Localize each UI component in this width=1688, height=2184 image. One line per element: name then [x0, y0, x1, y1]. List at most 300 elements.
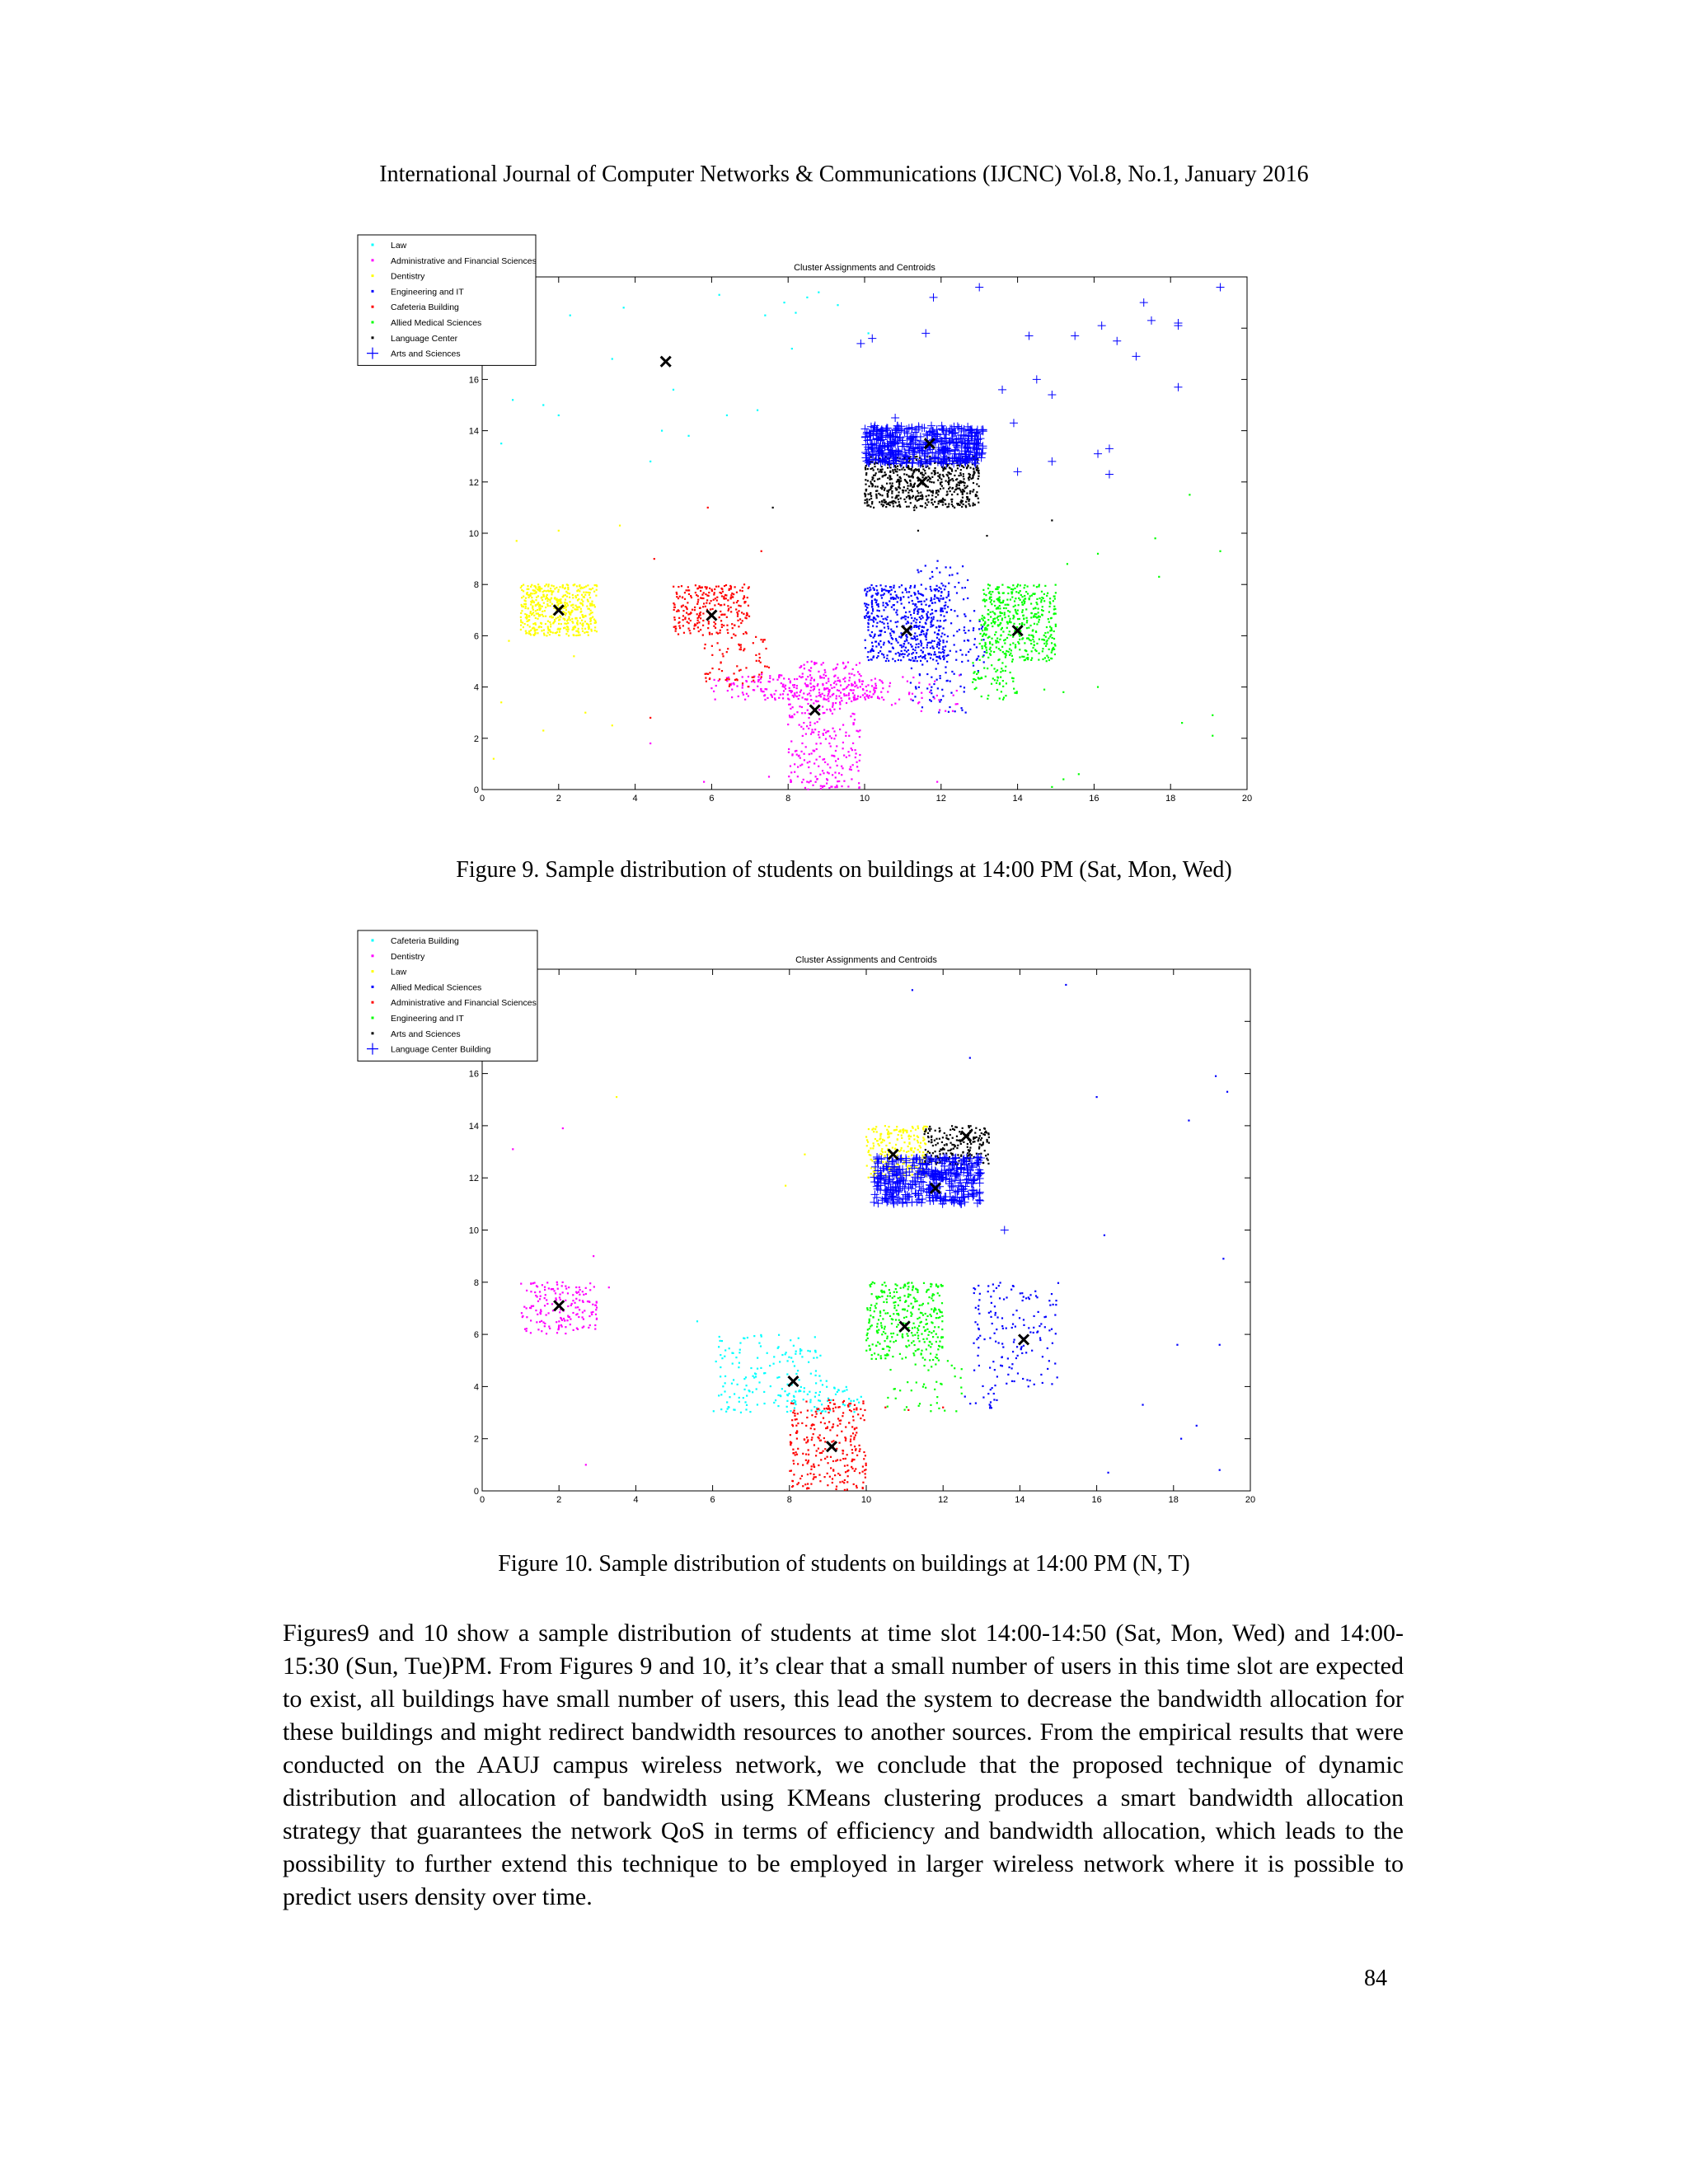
data-point: [881, 500, 883, 502]
centroid-marker: [661, 357, 671, 367]
data-point: [845, 1471, 846, 1473]
data-point: [921, 593, 922, 595]
data-point: [805, 733, 807, 734]
data-point: [1155, 537, 1156, 539]
data-point: [870, 498, 872, 499]
data-point: [903, 656, 904, 658]
data-point: [537, 1301, 539, 1302]
data-point: [945, 672, 946, 673]
data-point: [814, 663, 815, 665]
data-point: [796, 691, 798, 693]
data-point: [858, 787, 860, 789]
data-point: [720, 604, 721, 606]
data-point: [918, 643, 920, 644]
data-point: [878, 493, 879, 494]
data-point: [1009, 654, 1010, 656]
data-point: [1051, 519, 1053, 521]
data-point: [721, 624, 723, 626]
data-point: [853, 1483, 855, 1485]
data-point: [1006, 627, 1008, 629]
data-point: [540, 605, 542, 607]
data-point: [587, 608, 588, 610]
data-point: [534, 1291, 536, 1293]
data-point: [906, 506, 907, 508]
data-point: [1078, 773, 1080, 775]
data-point: [1002, 600, 1004, 602]
data-point: [956, 503, 958, 504]
data-point: [757, 1368, 758, 1370]
data-point: [1042, 1356, 1043, 1357]
data-point: [916, 652, 917, 654]
data-point: [801, 1475, 803, 1477]
data-point: [1008, 621, 1010, 623]
data-point: [1031, 612, 1033, 614]
data-point: [526, 1316, 528, 1318]
data-point: [835, 702, 837, 704]
data-point: [556, 1321, 557, 1323]
data-point: [987, 609, 989, 611]
data-point: [931, 640, 933, 642]
data-point: [931, 499, 933, 500]
data-point: [535, 617, 537, 619]
data-point: [1226, 1091, 1228, 1093]
data-point: [899, 1131, 901, 1132]
data-point: [803, 1390, 804, 1392]
data-point: [884, 1140, 885, 1141]
data-point: [865, 647, 866, 649]
data-point: [917, 499, 919, 501]
data-point: [999, 624, 1001, 626]
x-tick-label: 14: [1015, 1495, 1025, 1505]
y-tick-label: 16: [468, 1069, 479, 1080]
data-point: [936, 506, 938, 508]
data-point: [877, 1143, 879, 1145]
data-point: [796, 754, 798, 756]
data-point: [586, 631, 588, 633]
data-point: [842, 748, 844, 749]
data-point: [927, 476, 929, 477]
data-point: [861, 424, 870, 433]
y-tick-label: 6: [473, 631, 479, 642]
data-point: [782, 697, 784, 699]
data-point: [1028, 635, 1029, 636]
data-point: [907, 488, 908, 490]
legend-label: Cafeteria Building: [391, 302, 459, 313]
data-point: [917, 1126, 919, 1127]
data-point: [576, 590, 578, 592]
data-point: [684, 618, 686, 620]
data-point: [688, 622, 690, 624]
data-point: [579, 622, 581, 624]
data-point: [760, 1367, 762, 1369]
data-point: [734, 635, 736, 636]
data-point: [942, 649, 944, 650]
data-point: [906, 634, 907, 635]
data-point: [738, 1352, 740, 1353]
data-point: [536, 597, 537, 598]
data-point: [795, 750, 796, 752]
data-point: [877, 616, 879, 617]
data-point: [938, 651, 940, 653]
data-point: [879, 634, 881, 635]
data-point: [810, 1427, 812, 1429]
data-point: [1005, 654, 1006, 656]
data-point: [797, 776, 799, 777]
data-point: [707, 507, 709, 509]
data-point: [936, 781, 938, 783]
data-point: [736, 685, 738, 687]
data-point: [925, 588, 926, 589]
data-point: [875, 585, 877, 587]
data-point: [792, 695, 794, 696]
data-point: [580, 608, 582, 610]
data-point: [816, 1413, 818, 1414]
data-point: [526, 1330, 528, 1332]
data-point: [865, 699, 866, 701]
data-point: [902, 491, 903, 493]
data-point: [750, 1367, 752, 1369]
data-point: [944, 657, 945, 658]
data-point: [1035, 650, 1037, 652]
data-point: [1011, 1380, 1013, 1382]
data-point: [908, 658, 910, 660]
data-point: [1051, 1293, 1053, 1295]
data-point: [968, 660, 969, 662]
data-point: [992, 620, 994, 621]
data-point: [1042, 606, 1043, 607]
data-point: [918, 593, 920, 594]
data-point: [934, 631, 935, 633]
data-point: [1015, 647, 1016, 649]
data-point: [870, 651, 871, 653]
data-point: [582, 1301, 584, 1303]
data-point: [948, 595, 950, 597]
data-point: [985, 676, 987, 677]
data-point: [1024, 595, 1025, 597]
data-point: [912, 1174, 913, 1175]
data-point: [905, 589, 907, 591]
data-point: [583, 1294, 584, 1296]
data-point: [690, 612, 692, 613]
data-point: [728, 677, 729, 678]
data-point: [983, 661, 985, 663]
data-point: [562, 585, 564, 587]
data-point: [649, 461, 651, 462]
data-point: [816, 1357, 818, 1358]
data-point: [964, 490, 965, 492]
data-point: [738, 626, 739, 627]
data-point: [729, 683, 730, 685]
data-point: [794, 694, 795, 696]
data-point: [1018, 604, 1020, 606]
data-point: [753, 689, 755, 691]
data-point: [799, 765, 801, 766]
data-point: [761, 673, 762, 675]
data-point: [978, 502, 979, 504]
data-point: [809, 1401, 811, 1403]
data-point: [814, 1444, 815, 1446]
series-administrative-and-financial-sciences: [649, 661, 960, 790]
data-point: [540, 1313, 542, 1315]
data-point: [828, 787, 830, 789]
data-point: [815, 1411, 817, 1413]
data-point: [913, 509, 915, 511]
data-point: [819, 675, 821, 677]
data-point: [761, 1335, 762, 1337]
data-point: [978, 1305, 979, 1306]
data-point: [804, 1387, 805, 1389]
data-point: [520, 625, 522, 626]
data-point: [993, 1290, 995, 1291]
data-point: [903, 607, 905, 609]
data-point: [967, 579, 968, 581]
data-point: [760, 1345, 762, 1347]
data-point: [950, 490, 951, 492]
data-point: [593, 618, 595, 620]
data-point: [1015, 609, 1016, 611]
data-point: [966, 466, 968, 468]
data-point: [969, 466, 971, 468]
data-point: [921, 644, 922, 646]
data-point: [758, 653, 760, 654]
data-point: [692, 609, 693, 611]
chart-title: Cluster Assignments and Centroids: [794, 263, 935, 273]
data-point: [826, 682, 828, 684]
data-point: [542, 611, 543, 612]
data-point: [899, 506, 901, 508]
data-point: [730, 594, 732, 596]
data-point: [922, 647, 924, 649]
data-point: [955, 485, 957, 487]
data-point: [884, 642, 885, 644]
data-point: [876, 657, 878, 658]
data-point: [1051, 642, 1053, 644]
data-point: [558, 619, 560, 621]
data-point: [722, 591, 724, 593]
data-point: [1031, 657, 1033, 658]
data-point: [921, 634, 922, 635]
data-point: [697, 626, 699, 628]
data-point: [978, 1313, 980, 1315]
data-point: [820, 788, 822, 790]
data-point: [728, 678, 729, 680]
data-point: [814, 662, 815, 663]
data-point: [853, 699, 855, 701]
data-point: [1010, 419, 1018, 427]
data-point: [888, 504, 889, 505]
data-point: [1001, 627, 1003, 629]
data-point: [738, 1397, 740, 1399]
data-point: [581, 628, 583, 630]
data-point: [533, 585, 535, 587]
data-point: [593, 1255, 594, 1257]
data-point: [1017, 1372, 1019, 1374]
data-point: [990, 612, 992, 613]
data-point: [809, 1399, 811, 1401]
data-point: [926, 615, 928, 616]
data-point: [977, 465, 978, 466]
data-point: [885, 585, 887, 587]
data-point: [558, 589, 560, 591]
data-point: [883, 644, 884, 645]
data-point: [810, 733, 812, 735]
data-point: [1000, 602, 1001, 603]
data-point: [907, 467, 909, 469]
data-point: [811, 677, 813, 679]
data-point: [823, 734, 824, 736]
data-point: [539, 1321, 541, 1323]
data-point: [693, 628, 695, 630]
data-point: [823, 729, 825, 731]
data-point: [760, 639, 762, 640]
data-point: [940, 592, 942, 593]
data-point: [992, 644, 993, 645]
data-point: [874, 634, 875, 635]
data-point: [832, 702, 834, 704]
data-point: [594, 606, 596, 607]
data-point: [778, 677, 780, 678]
data-point: [861, 683, 863, 685]
data-point: [757, 1404, 758, 1405]
data-point: [914, 603, 916, 605]
data-point: [869, 587, 870, 588]
data-point: [873, 469, 874, 471]
data-point: [813, 702, 814, 704]
data-point: [690, 620, 692, 621]
data-point: [887, 496, 889, 498]
data-point: [1028, 627, 1029, 629]
data-point: [565, 614, 566, 616]
data-point: [880, 487, 882, 489]
data-point: [552, 632, 554, 634]
data-point: [978, 478, 979, 480]
data-point: [1032, 593, 1034, 594]
data-point: [589, 1324, 591, 1326]
data-point: [822, 770, 823, 771]
data-point: [966, 492, 968, 494]
data-point: [930, 621, 931, 623]
data-point: [983, 624, 985, 626]
data-point: [960, 474, 962, 476]
data-point: [830, 1467, 832, 1469]
data-point: [1006, 621, 1008, 623]
data-point: [724, 1390, 725, 1392]
data-point: [850, 1438, 851, 1440]
data-point: [931, 476, 933, 478]
data-point: [950, 467, 951, 469]
data-point: [978, 1365, 980, 1366]
data-point: [868, 659, 870, 661]
data-point: [1026, 617, 1028, 619]
data-point: [807, 1350, 809, 1352]
data-point: [884, 487, 885, 489]
data-point: [919, 616, 921, 618]
data-point: [585, 1287, 587, 1289]
data-point: [912, 620, 914, 621]
data-point: [1015, 1310, 1017, 1311]
data-point: [1011, 1363, 1013, 1365]
data-point: [592, 612, 593, 613]
data-point: [886, 658, 888, 659]
data-point: [673, 604, 675, 606]
data-point: [833, 1387, 835, 1389]
data-point: [591, 601, 593, 602]
data-point: [820, 743, 822, 744]
data-point: [866, 502, 868, 504]
data-point: [939, 571, 940, 573]
data-point: [1012, 1314, 1014, 1315]
data-point: [889, 586, 891, 588]
data-point: [1002, 670, 1004, 672]
data-point: [832, 713, 833, 715]
data-point: [809, 669, 810, 671]
data-point: [763, 1391, 765, 1393]
data-point: [873, 507, 874, 509]
data-point: [532, 607, 533, 609]
data-point: [543, 633, 545, 635]
data-point: [945, 604, 946, 606]
data-point: [975, 1307, 977, 1309]
data-point: [781, 674, 782, 676]
data-point: [969, 490, 971, 492]
data-point: [590, 610, 592, 612]
data-point: [1019, 649, 1020, 650]
data-point: [818, 766, 819, 767]
data-point: [897, 505, 898, 507]
legend-box: [358, 235, 536, 365]
data-point: [981, 639, 982, 640]
data-point: [949, 599, 950, 601]
data-point: [987, 583, 989, 585]
data-point: [912, 490, 913, 492]
data-point: [581, 599, 583, 601]
data-point: [935, 490, 937, 491]
data-point: [532, 623, 534, 625]
data-point: [521, 604, 523, 606]
data-point: [926, 480, 928, 481]
data-point: [579, 1286, 580, 1288]
data-point: [1036, 586, 1038, 588]
data-point: [735, 1357, 737, 1358]
data-point: [959, 485, 960, 486]
data-point: [810, 682, 812, 684]
data-point: [1039, 1339, 1041, 1341]
data-point: [810, 1373, 812, 1375]
data-point: [820, 696, 822, 697]
data-point: [1012, 1351, 1014, 1352]
data-point: [782, 693, 784, 695]
data-point: [814, 1466, 815, 1468]
data-point: [839, 680, 841, 682]
data-point: [973, 644, 975, 645]
data-point: [696, 617, 698, 619]
data-point: [882, 1161, 884, 1163]
data-point: [702, 606, 704, 607]
data-point: [993, 651, 995, 653]
data-point: [581, 620, 583, 621]
data-point: [936, 644, 938, 645]
data-point: [1048, 649, 1050, 650]
data-point: [556, 587, 557, 588]
data-point: [700, 597, 701, 598]
data-point: [874, 618, 876, 620]
data-point: [788, 699, 790, 701]
data-point: [856, 1407, 857, 1408]
data-point: [1006, 1328, 1007, 1329]
data-point: [973, 489, 974, 490]
data-point: [1043, 635, 1045, 636]
data-point: [893, 608, 895, 610]
